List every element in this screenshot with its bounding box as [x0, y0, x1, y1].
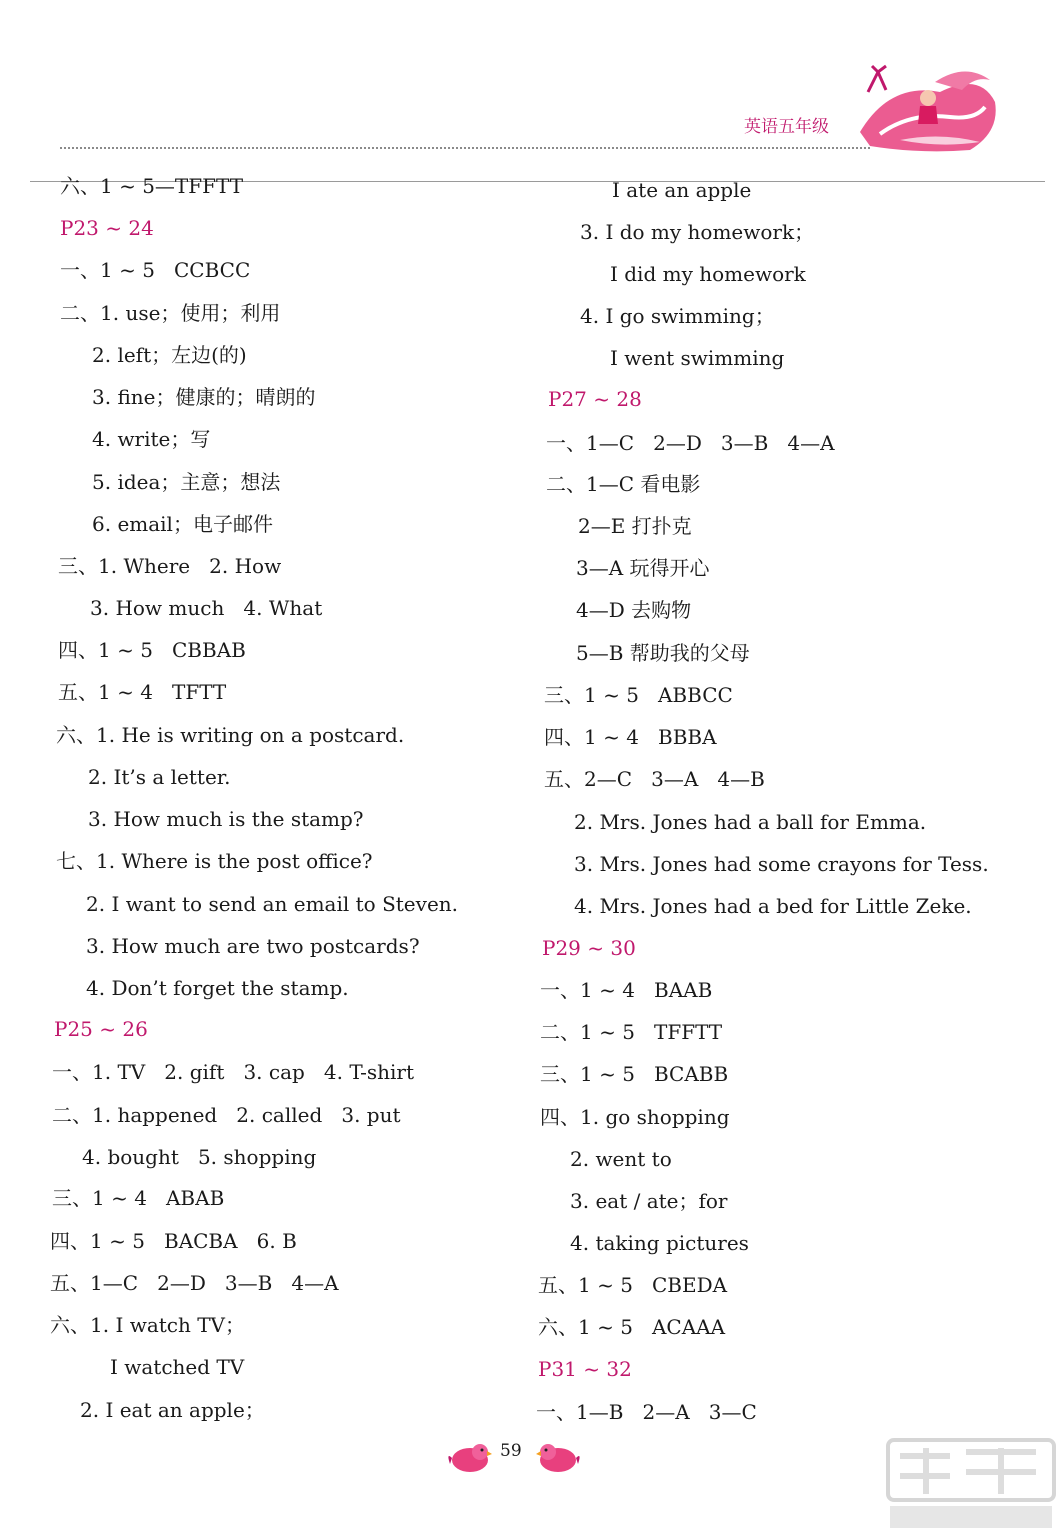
answer-line: 2. I eat an apple；: [80, 1398, 265, 1422]
answer-line: 五、1 ~ 4 TFTT: [58, 680, 227, 704]
answer-line: 五、1—C 2—D 3—B 4—A: [50, 1271, 339, 1295]
answer-line: 4. write；写: [92, 427, 211, 451]
answer-line: 2. I want to send an email to Steven.: [86, 892, 459, 916]
answer-line: 四、1. go shopping: [540, 1105, 730, 1129]
answer-line: 三、1 ~ 5 BCABB: [540, 1062, 729, 1086]
answer-line: 一、1—B 2—A 3—C: [536, 1400, 757, 1424]
section-heading: P31 ~ 32: [538, 1357, 632, 1381]
pink-bird-icon: [446, 1436, 492, 1476]
answer-line: 六、1. He is writing on a postcard.: [56, 723, 405, 747]
answer-line: 3. I do my homework；: [580, 220, 815, 244]
section-heading: P25 ~ 26: [54, 1017, 148, 1041]
answer-line: 3. Mrs. Jones had some crayons for Tess.: [574, 852, 989, 876]
header-title: 英语五年级: [744, 117, 829, 137]
answer-line: 2. It’s a letter.: [88, 765, 231, 789]
answer-line: I ate an apple: [612, 178, 752, 202]
page-number: 59: [500, 1441, 522, 1461]
answer-line: 五、1 ~ 5 CBEDA: [538, 1273, 728, 1297]
answer-line: 6. email；电子邮件: [92, 512, 273, 536]
answer-line: 5. idea；主意；想法: [92, 470, 281, 494]
answer-line: 4. Mrs. Jones had a bed for Little Zeke.: [574, 894, 972, 918]
answer-line: 2. left；左边(的): [92, 343, 247, 367]
answer-line: 3. eat / ate；for: [570, 1189, 728, 1213]
pink-bird-icon: [536, 1436, 582, 1476]
answer-line: 2. Mrs. Jones had a ball for Emma.: [574, 810, 927, 834]
answer-line: 4. I go swimming；: [580, 304, 775, 328]
answer-line: 二、1 ~ 5 TFFTT: [540, 1020, 723, 1044]
answer-line: 五、2—C 3—A 4—B: [544, 767, 765, 791]
answer-line: 二、1—C 看电影: [546, 472, 701, 496]
answer-line: 一、1 ~ 4 BAAB: [540, 978, 713, 1002]
answer-line: 二、1. happened 2. called 3. put: [52, 1103, 401, 1127]
answer-line: 2. went to: [570, 1147, 672, 1171]
answer-line: I did my homework: [610, 262, 806, 286]
surfing-girl-logo-icon: [850, 62, 1000, 154]
answer-line: 4. bought 5. shopping: [82, 1145, 317, 1169]
answer-line: 5—B 帮助我的父母: [576, 641, 750, 665]
answer-line: 3. How much 4. What: [90, 596, 323, 620]
answer-line: I watched TV: [110, 1355, 245, 1379]
answer-line: 一、1. TV 2. gift 3. cap 4. T-shirt: [52, 1060, 414, 1084]
watermark-stamp-icon: [886, 1436, 1056, 1532]
answer-line: 三、1. Where 2. How: [58, 554, 282, 578]
section-heading: P23 ~ 24: [60, 216, 154, 240]
answer-line: 一、1 ~ 5 CCBCC: [60, 258, 251, 282]
answer-line: 四、1 ~ 5 BACBA 6. B: [50, 1229, 297, 1253]
header-dotted-divider: [60, 147, 870, 149]
answer-line: 3. How much are two postcards?: [86, 934, 420, 958]
answer-line: 3—A 玩得开心: [576, 556, 710, 580]
section-heading: P27 ~ 28: [548, 387, 642, 411]
answer-line: 一、1—C 2—D 3—B 4—A: [546, 431, 835, 455]
answer-line: 六、1. I watch TV；: [50, 1313, 245, 1337]
answer-line: 4. taking pictures: [570, 1231, 749, 1255]
answer-line: 三、1 ~ 5 ABBCC: [544, 683, 733, 707]
answer-line: 2—E 打扑克: [578, 514, 692, 538]
answer-line: 六、1 ~ 5 ACAAA: [538, 1315, 726, 1339]
answer-line: 七、1. Where is the post office?: [56, 849, 373, 873]
answer-line: 3. fine；健康的；晴朗的: [92, 385, 316, 409]
answer-line: 三、1 ~ 4 ABAB: [52, 1186, 225, 1210]
answer-line: 4. Don’t forget the stamp.: [86, 976, 349, 1000]
answer-line: 4—D 去购物: [576, 598, 692, 622]
answer-line: 四、1 ~ 5 CBBAB: [58, 638, 246, 662]
answer-line: I went swimming: [610, 346, 785, 370]
answer-line: 3. How much is the stamp?: [88, 807, 364, 831]
answer-line: 六、1 ~ 5—TFFTT: [60, 174, 244, 198]
answer-line: 四、1 ~ 4 BBBA: [544, 725, 717, 749]
answer-line: 二、1. use；使用；利用: [60, 301, 281, 325]
section-heading: P29 ~ 30: [542, 936, 636, 960]
